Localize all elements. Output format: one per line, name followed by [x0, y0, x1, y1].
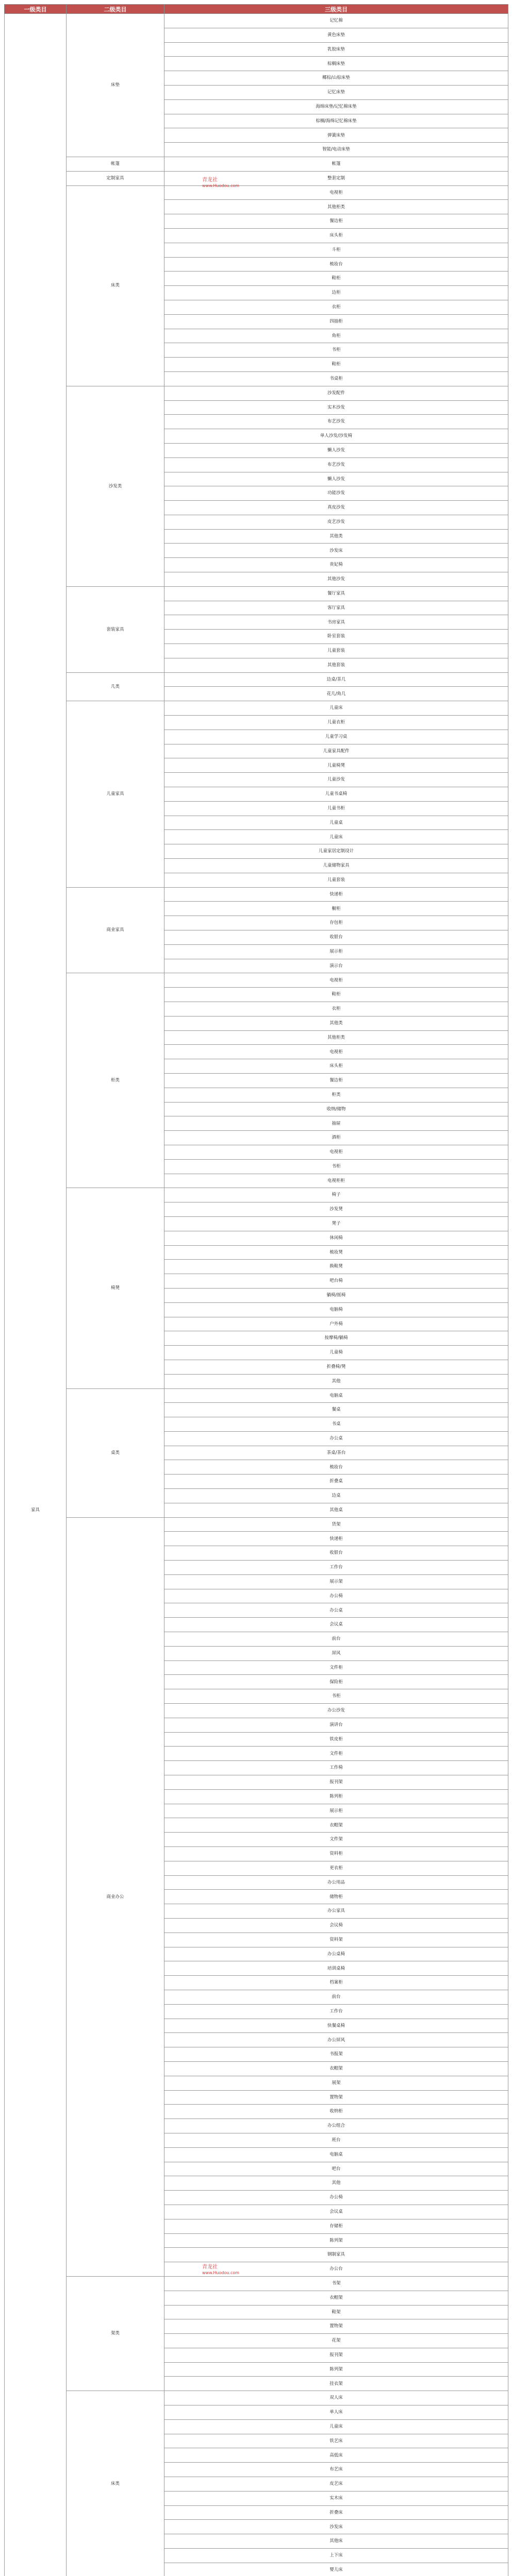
level3-cell: 鞋柜 [164, 272, 508, 286]
level3-cell: 床头柜 [164, 1059, 508, 1074]
level3-cell: 儿童家居定制设计 [164, 844, 508, 859]
level3-cell: 电视柜 [164, 1045, 508, 1059]
level2-cell: 柜类 [67, 973, 164, 1188]
level3-cell: 衣帽架 [164, 2061, 508, 2076]
level3-cell: 皮艺沙发 [164, 515, 508, 529]
level3-cell: 电脑桌 [164, 2147, 508, 2162]
level3-cell: 办公家具 [164, 1904, 508, 1919]
level3-cell: 书柜 [164, 343, 508, 358]
level3-cell: 儿童套装 [164, 873, 508, 887]
level3-cell: 办公桌椅 [164, 1947, 508, 1961]
level3-cell: 躺椅/摇椅 [164, 1288, 508, 1302]
level3-cell: 其他柜类 [164, 1030, 508, 1045]
level3-cell: 上下床 [164, 2549, 508, 2563]
level3-cell: 挂衣架 [164, 2377, 508, 2391]
level3-cell: 椅子 [164, 1188, 508, 1202]
level3-cell: 按摩椅/躺椅 [164, 1331, 508, 1346]
level3-cell: 会议桌 [164, 2205, 508, 2219]
level3-cell: 黄色床垫 [164, 28, 508, 42]
table-header-row [5, 5, 508, 14]
level3-cell: 快餐桌椅 [164, 2019, 508, 2033]
level3-cell: 乳胶床垫 [164, 42, 508, 57]
level3-cell: 真皮沙发 [164, 501, 508, 515]
level3-cell: 记忆棉 [164, 14, 508, 28]
level3-cell: 茶桌/茶台 [164, 1446, 508, 1460]
level3-cell: 吧台 [164, 2162, 508, 2176]
level3-cell: 衣柜 [164, 300, 508, 314]
level3-cell: 实木沙发 [164, 400, 508, 415]
level3-cell: 花几/角几 [164, 687, 508, 701]
level3-cell: 货架 [164, 1517, 508, 1532]
level3-cell: 衣帽架 [164, 2291, 508, 2305]
level3-cell: 其他 [164, 1374, 508, 1388]
level3-cell: 演示台 [164, 959, 508, 973]
level3-cell: 存储柜 [164, 2219, 508, 2233]
level2-cell: 床类 [67, 2391, 164, 2576]
level3-cell: 电视柜柜 [164, 1174, 508, 1188]
level3-cell: 展示柜 [164, 944, 508, 959]
level3-cell: 实木床 [164, 2491, 508, 2505]
level3-cell: 折叠椅/凳 [164, 1360, 508, 1374]
level3-cell: 单人床 [164, 2405, 508, 2420]
level3-cell: 文件柜 [164, 1747, 508, 1761]
level3-cell: 办公椅 [164, 1589, 508, 1603]
level3-cell: 书柜 [164, 1159, 508, 1174]
level3-cell: 儿童家具配件 [164, 744, 508, 758]
level3-cell: 橱柜 [164, 902, 508, 916]
level3-cell: 办公组合 [164, 2119, 508, 2133]
level3-cell: 儿童书柜 [164, 801, 508, 816]
level3-cell: 折叠床 [164, 2505, 508, 2520]
table-row [5, 1517, 508, 1532]
level3-cell: 会议桌 [164, 1618, 508, 1632]
level3-cell: 儿童椅凳 [164, 758, 508, 773]
level3-cell: 书报架 [164, 2047, 508, 2062]
level3-cell: 工作台 [164, 1561, 508, 1575]
level3-cell: 其他类 [164, 529, 508, 544]
table-row [5, 2391, 508, 2405]
level3-cell: 置物架 [164, 2319, 508, 2334]
level3-cell: 儿童储物家具 [164, 859, 508, 873]
level3-cell: 其他 [164, 2176, 508, 2191]
level3-cell: 儿童床 [164, 2419, 508, 2434]
level3-cell: 书桌柜 [164, 371, 508, 386]
level3-cell: 工作椅 [164, 1761, 508, 1775]
level2-cell: 床垫 [67, 14, 164, 157]
level3-cell: 报刊架 [164, 1775, 508, 1790]
level3-cell: 沙发配件 [164, 386, 508, 400]
level3-cell: 储物柜 [164, 1890, 508, 1904]
level3-cell: 文件柜 [164, 1660, 508, 1675]
level2-cell: 套装家具 [67, 586, 164, 672]
level3-cell: 电视柜 [164, 973, 508, 988]
level3-cell: 其他床 [164, 2534, 508, 2549]
level3-cell: 高低床 [164, 2448, 508, 2463]
level3-cell: 工作台 [164, 2004, 508, 2019]
level3-cell: 档案柜 [164, 1976, 508, 1990]
level3-cell: 儿童书桌椅 [164, 787, 508, 802]
level3-cell: 布艺沙发 [164, 457, 508, 472]
level3-cell: 办公椅 [164, 2191, 508, 2205]
level3-cell: 梳妆台 [164, 1460, 508, 1475]
level3-cell: 海绵床垫/记忆棉床垫 [164, 99, 508, 114]
level3-cell: 床头柜 [164, 228, 508, 243]
level3-cell: 办公沙发 [164, 1704, 508, 1718]
level3-cell: 功能沙发 [164, 486, 508, 501]
level3-cell: 文件架 [164, 1833, 508, 1847]
level2-cell: 商业家具 [67, 887, 164, 973]
level3-cell: 餐边柜 [164, 214, 508, 229]
level3-cell: 鞋架 [164, 2305, 508, 2319]
level2-cell: 椅凳 [67, 1188, 164, 1388]
table-body [5, 14, 508, 2576]
level3-cell: 休闲椅 [164, 1231, 508, 1245]
category-table [4, 4, 508, 2576]
table-row [5, 185, 508, 200]
level3-cell: 电视柜 [164, 185, 508, 200]
level3-cell: 餐桌 [164, 1403, 508, 1417]
level3-cell: 陈列架 [164, 2233, 508, 2248]
level3-cell: 四抽柜 [164, 314, 508, 329]
level3-cell: 陈列柜 [164, 1789, 508, 1804]
level3-cell: 报刊架 [164, 2348, 508, 2362]
level3-cell: 双人床 [164, 2391, 508, 2405]
level3-cell: 铁艺床 [164, 2434, 508, 2448]
watermark-title: 青龙社 [202, 177, 218, 183]
level3-cell: 演讲台 [164, 1718, 508, 1732]
level3-cell: 书房家具 [164, 615, 508, 630]
level3-cell: 边桌 [164, 1489, 508, 1503]
level3-cell: 衣柜 [164, 1002, 508, 1016]
level3-cell: 其他套装 [164, 658, 508, 672]
level3-cell: 展示架 [164, 1574, 508, 1589]
table-row [5, 14, 508, 28]
table-row [5, 171, 508, 185]
level3-cell: 抽屉 [164, 1116, 508, 1131]
level3-cell: 前台 [164, 1632, 508, 1647]
level3-cell: 椰棕/山棕床垫 [164, 71, 508, 86]
level3-cell: 折叠桌 [164, 1475, 508, 1489]
level3-cell: 花架 [164, 2334, 508, 2348]
level2-cell: 床类 [67, 185, 164, 386]
level3-cell: 前台 [164, 1990, 508, 2004]
level2-cell: 帐篷 [67, 157, 164, 171]
level3-cell: 整套定制 [164, 171, 508, 185]
level3-cell: 鞋柜 [164, 358, 508, 372]
table-row [5, 672, 508, 687]
level3-cell: 酒柜 [164, 1131, 508, 1145]
table-row [5, 157, 508, 171]
level3-cell: 班台 [164, 2133, 508, 2147]
level3-cell: 斗柜 [164, 243, 508, 257]
level1-cell: 家具 [5, 14, 67, 2576]
level3-cell: 沙发床 [164, 544, 508, 558]
level3-cell: 电脑桌 [164, 1388, 508, 1403]
level3-cell: 其他柜类 [164, 200, 508, 214]
level3-cell: 铁皮柜 [164, 1732, 508, 1747]
level3-cell: 电脑椅 [164, 1302, 508, 1317]
level3-cell: 帐篷 [164, 157, 508, 171]
level3-cell: 陈列架 [164, 2362, 508, 2377]
table-row [5, 1188, 508, 1202]
table-row [5, 1388, 508, 1403]
level3-cell: 餐边柜 [164, 1073, 508, 1088]
level3-cell: 皮艺床 [164, 2477, 508, 2492]
level3-cell: 棕榈床垫 [164, 57, 508, 71]
level3-cell: 存包柜 [164, 916, 508, 930]
level3-cell: 其他桌 [164, 1503, 508, 1517]
level3-cell: 儿童床 [164, 701, 508, 716]
level3-cell: 展示柜 [164, 1804, 508, 1818]
level3-cell: 智能/电动床垫 [164, 143, 508, 157]
level3-cell: 户外椅 [164, 1317, 508, 1331]
level3-cell: 吧台椅 [164, 1274, 508, 1289]
level3-cell: 其他类 [164, 1016, 508, 1030]
level3-cell: 沙发凳 [164, 1202, 508, 1217]
header-level1: 一级类目 [5, 5, 67, 14]
level3-cell: 快递柜 [164, 887, 508, 902]
table-row [5, 386, 508, 400]
level3-cell: 弹簧床垫 [164, 128, 508, 143]
level3-cell: 客厅家具 [164, 601, 508, 615]
level2-cell: 几类 [67, 672, 164, 701]
level3-cell: 餐厅家具 [164, 586, 508, 601]
level3-cell: 办公屏风 [164, 2033, 508, 2047]
level3-cell: 资料架 [164, 1933, 508, 1947]
level3-cell: 布艺沙发 [164, 415, 508, 429]
level3-cell: 记忆床垫 [164, 85, 508, 99]
header-level2: 二级类目 [67, 5, 164, 14]
level3-cell: 保险柜 [164, 1675, 508, 1689]
level3-cell: 书架 [164, 2276, 508, 2291]
level2-cell: 儿童家具 [67, 701, 164, 887]
level3-cell: 屏风 [164, 1646, 508, 1660]
level3-cell: 边柜 [164, 286, 508, 300]
level3-cell: 梳妆台 [164, 257, 508, 272]
watermark-url: www.Huodou.com [202, 183, 240, 188]
level3-cell: 棕榈/海绵记忆棉床垫 [164, 114, 508, 128]
level3-cell: 角柜 [164, 329, 508, 343]
level3-cell: 凳子 [164, 1216, 508, 1231]
level3-cell: 办公台 [164, 2262, 508, 2277]
header-level3: 三级类目 [164, 5, 508, 14]
level3-cell: 电视柜 [164, 1145, 508, 1159]
level3-cell: 办公用品 [164, 1875, 508, 1890]
level3-cell: 会议椅 [164, 1918, 508, 1933]
level3-cell: 办公桌 [164, 1603, 508, 1618]
level3-cell: 柜类 [164, 1088, 508, 1102]
level3-cell: 更衣柜 [164, 1861, 508, 1875]
level3-cell: 儿童学习桌 [164, 730, 508, 744]
level3-cell: 鞋柜 [164, 988, 508, 1002]
level2-cell: 架类 [67, 2276, 164, 2391]
level3-cell: 展架 [164, 2076, 508, 2090]
level3-cell: 懒人沙发 [164, 443, 508, 457]
level3-cell: 贵妃椅 [164, 558, 508, 572]
level3-cell: 办公桌 [164, 1431, 508, 1446]
level3-cell: 收纳柜 [164, 2105, 508, 2119]
level3-cell: 书桌 [164, 1417, 508, 1432]
level3-cell: 边桌/茶几 [164, 672, 508, 687]
level3-cell: 懒人沙发 [164, 472, 508, 486]
level2-cell: 定制家具 [67, 171, 164, 185]
level3-cell: 儿童沙发 [164, 773, 508, 787]
table-row [5, 887, 508, 902]
level2-cell: 桌类 [67, 1388, 164, 1517]
level2-cell: 商业办公 [67, 1517, 164, 2276]
level3-cell: 培训桌椅 [164, 1961, 508, 1976]
level3-cell: 收纳/储物 [164, 1102, 508, 1116]
level3-cell: 单人沙发/沙发椅 [164, 429, 508, 444]
table-row [5, 586, 508, 601]
level3-cell: 衣帽架 [164, 1818, 508, 1833]
level3-cell: 换鞋凳 [164, 1260, 508, 1274]
level3-cell: 书柜 [164, 1689, 508, 1704]
level3-cell: 其他沙发 [164, 572, 508, 587]
level3-cell: 儿童桌 [164, 816, 508, 830]
level3-cell: 收银台 [164, 930, 508, 945]
watermark-url: www.Huodou.com [202, 2270, 240, 2275]
level3-cell: 儿童床 [164, 830, 508, 844]
level3-cell: 儿童套装 [164, 644, 508, 658]
level3-cell: 儿童椅 [164, 1346, 508, 1360]
watermark-title: 青龙社 [202, 2264, 218, 2270]
level3-cell: 置物架 [164, 2090, 508, 2105]
level3-cell: 布艺床 [164, 2463, 508, 2477]
level3-cell: 收银台 [164, 1546, 508, 1561]
level2-cell: 沙发类 [67, 386, 164, 586]
level3-cell: 儿童衣柜 [164, 716, 508, 730]
table-row [5, 701, 508, 716]
level3-cell: 沙发床 [164, 2520, 508, 2534]
level3-cell: 资料柜 [164, 1847, 508, 1861]
table-row [5, 973, 508, 988]
level3-cell: 卧室套装 [164, 630, 508, 644]
level3-cell: 钢制家具 [164, 2248, 508, 2262]
level3-cell: 快递柜 [164, 1532, 508, 1546]
level3-cell: 婴儿床 [164, 2563, 508, 2576]
level3-cell: 梳妆凳 [164, 1245, 508, 1260]
table-row [5, 2276, 508, 2291]
